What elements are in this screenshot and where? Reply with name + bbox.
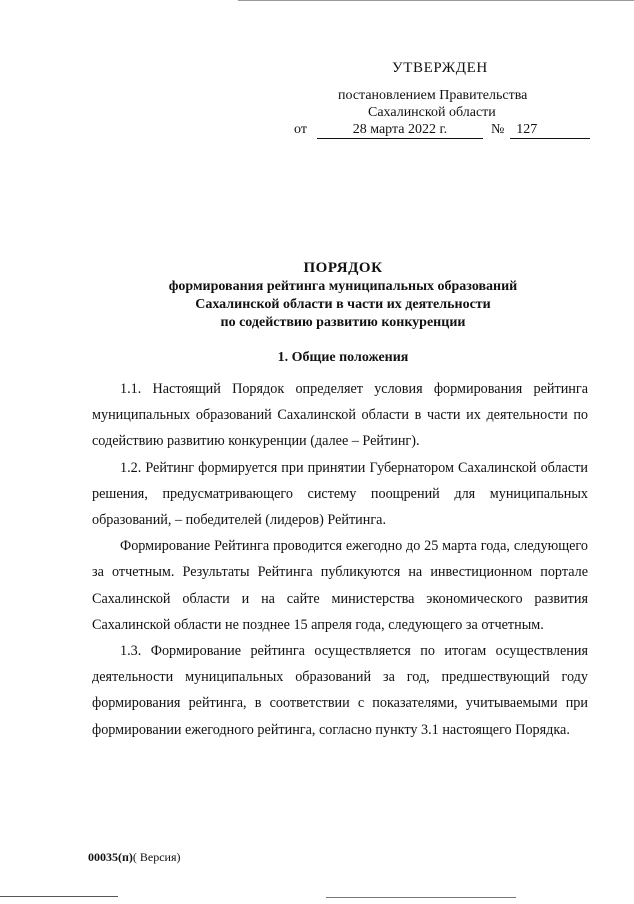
date-prefix: от bbox=[294, 122, 307, 137]
document-title bbox=[100, 258, 586, 332]
section-body bbox=[92, 376, 588, 743]
number-label: № bbox=[490, 122, 505, 137]
top-edge-rule bbox=[238, 0, 634, 1]
decree-date-row bbox=[294, 122, 590, 139]
document-code: 00035(п) bbox=[88, 850, 133, 864]
decree-line: постановлением Правительства bbox=[338, 88, 528, 103]
version-label: ( Версия) bbox=[132, 850, 181, 864]
paragraph: 1.1. Настоящий Порядок определяет условия формирования рейтинга муниципальных образований Сахалинской области в части их деятельности по содействию развитию конкуренции (далее – Рейтинг). bbox=[92, 381, 588, 450]
title-line-1: ПОРЯДОК bbox=[303, 260, 383, 276]
title-line-3: Сахалинской области в части их деятельности bbox=[195, 297, 491, 312]
section-heading: 1. Общие положения bbox=[277, 350, 409, 365]
title-line-2: формирования рейтинга муниципальных образований bbox=[168, 279, 518, 294]
approved-label: УТВЕРЖДЕН bbox=[392, 60, 488, 76]
paragraph: 1.3. Формирование рейтинга осуществляется по итогам осуществления деятельности муниципальных образований за год, предшествующий году формирования рейтинга, в соответствии с показателями, учитываемыми при формировании ежегодного рейтинга, согласно пункту 3.1 настоящего Порядка. bbox=[92, 643, 588, 738]
decree-number: 127 bbox=[510, 122, 590, 139]
decree-date: 28 марта 2022 г. bbox=[317, 122, 483, 139]
paragraph: Формирование Рейтинга проводится ежегодно до 25 марта года, следующего за отчетным. Результаты Рейтинга публикуются на инвестиционном портале Сахалинской области и на сайте министерства экономического развития Сахалинской области не позднее 15 апреля года, следующего за отчетным. bbox=[92, 538, 588, 633]
scan-artifact bbox=[326, 897, 516, 898]
paragraph: 1.2. Рейтинг формируется при принятии Губернатором Сахалинской области решения, предусматривающего систему поощрений для муниципальных образований, – победителей (лидеров) Рейтинга. bbox=[92, 459, 588, 529]
title-line-4: по содействию развитию конкуренции bbox=[220, 315, 466, 330]
government-name: Сахалинской области bbox=[368, 105, 496, 120]
footer-code bbox=[88, 850, 181, 865]
scan-artifact bbox=[0, 896, 118, 897]
